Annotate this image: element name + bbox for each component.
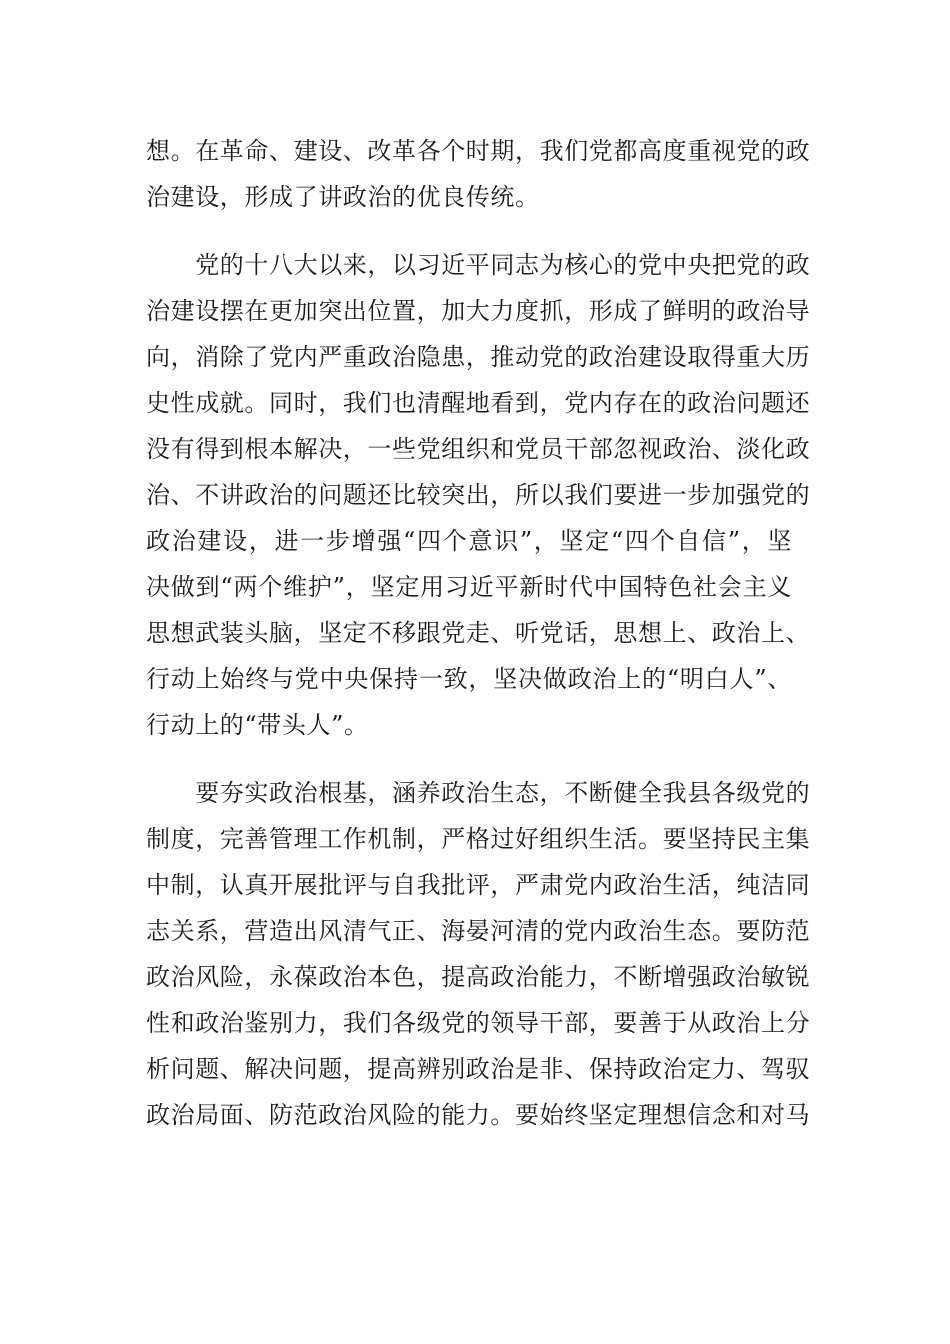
text-line: 行动上的“带头人”。 bbox=[146, 711, 369, 739]
paragraph-spacer bbox=[146, 220, 792, 242]
text-line: 党的十八大以来，以习近平同志为核心的党中央把党的政 bbox=[146, 251, 811, 279]
text-line: 行动上始终与党中央保持一致，坚决做政治上的“明白人”、 bbox=[146, 665, 792, 693]
text-line: 析问题、解决问题，提高辨别政治是非、保持政治定力、驾驭 bbox=[146, 1055, 811, 1083]
paragraph-3 bbox=[146, 770, 811, 1138]
text-line: 中制，认真开展批评与自我批评，严肃党内政治生活，纯洁同 bbox=[146, 871, 811, 899]
text-line: 要夯实政治根基，涵养政治生态，不断健全我县各级党的 bbox=[146, 779, 811, 807]
text-line: 志关系，营造出风清气正、海晏河清的党内政治生态。要防范 bbox=[146, 917, 811, 945]
text-line: 政治建设，进一步增强“四个意识”，坚定“四个自信”，坚 bbox=[146, 527, 792, 555]
text-line: 决做到“两个维护”，坚定用习近平新时代中国特色社会主义 bbox=[146, 573, 792, 601]
text-line: 想。在革命、建设、改革各个时期，我们党都高度重视党的政 bbox=[146, 137, 811, 165]
text-line: 治建设，形成了讲政治的优良传统。 bbox=[146, 183, 540, 211]
paragraph-spacer bbox=[146, 748, 792, 770]
paragraph-2 bbox=[146, 242, 811, 748]
text-line: 史性成就。同时，我们也清醒地看到，党内存在的政治问题还 bbox=[146, 389, 811, 417]
text-line: 政治风险，永葆政治本色，提高政治能力，不断增强政治敏锐 bbox=[146, 963, 811, 991]
text-line: 政治局面、防范政治风险的能力。要始终坚定理想信念和对马 bbox=[146, 1101, 811, 1129]
text-line: 制度，完善管理工作机制，严格过好组织生活。要坚持民主集 bbox=[146, 825, 811, 853]
paragraph-1 bbox=[146, 128, 811, 220]
text-line: 治、不讲政治的问题还比较突出，所以我们要进一步加强党的 bbox=[146, 481, 811, 509]
text-line: 没有得到根本解决，一些党组织和党员干部忽视政治、淡化政 bbox=[146, 435, 811, 463]
document-body bbox=[146, 128, 811, 1138]
text-line: 治建设摆在更加突出位置，加大力度抓，形成了鲜明的政治导 bbox=[146, 297, 811, 325]
text-line: 性和政治鉴别力，我们各级党的领导干部，要善于从政治上分 bbox=[146, 1009, 811, 1037]
text-line: 向，消除了党内严重政治隐患，推动党的政治建设取得重大历 bbox=[146, 343, 811, 371]
text-line: 思想武装头脑，坚定不移跟党走、听党话，思想上、政治上、 bbox=[146, 619, 811, 647]
